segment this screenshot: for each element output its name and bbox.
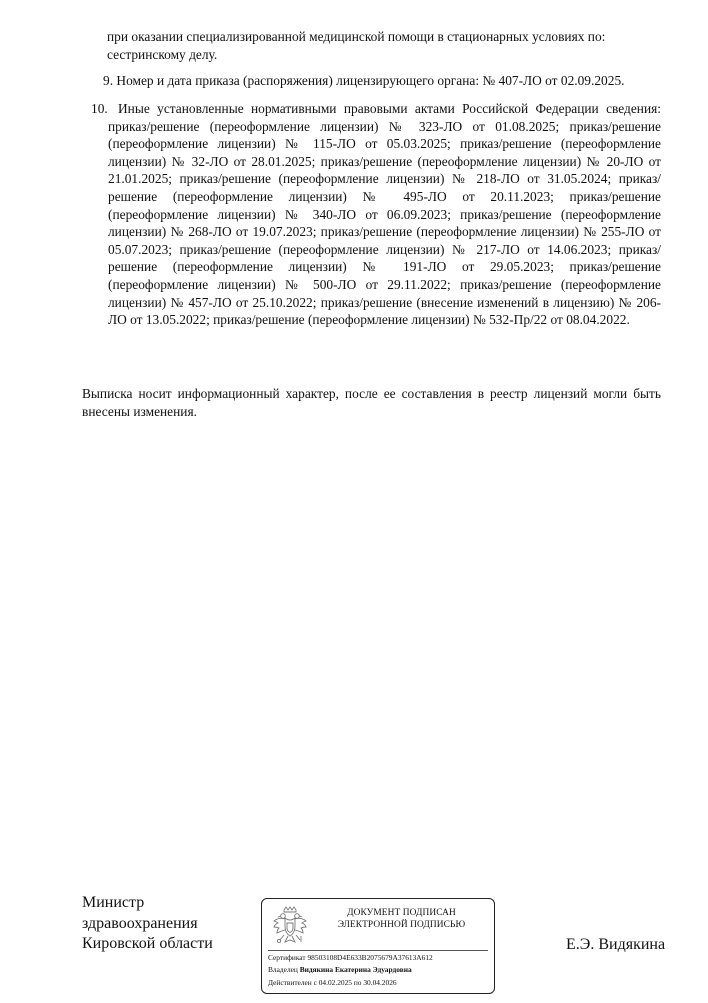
stamp-certificate-label: Сертификат — [268, 953, 306, 962]
stamp-heading-line: ЭЛЕКТРОННОЙ ПОДПИСЬЮ — [337, 919, 466, 930]
signatory-position — [82, 893, 213, 955]
license-activity-continuation: при оказании специализированной медицинской помощи в стационарных условиях по: сестринскому делу. — [107, 29, 606, 62]
list-item-text: Иные установленные нормативными правовыми актами Российской Федерации сведения: приказ/решение (переоформление лицензии) № 323-ЛО от 01.08.2025; приказ/решение (переоформление лицензии) № 115-ЛО от 05.03.2025; приказ/решение (переоформление лицензии) № 32-ЛО от 28.01.2025; приказ/решение (переоформление лицензии) № 20-ЛО от 21.01.2025; приказ/решение (переоформление лицензии) № 218-ЛО от 31.05.2024; приказ/решение (переоформление лицензии) № 495-ЛО от 20.11.2023; приказ/решение (переоформление лицензии) № 340-ЛО от 06.09.2023; приказ/решение (переоформление лицензии) № 268-ЛО от 19.07.2023; приказ/решение (переоформление лицензии) № 255-ЛО от 05.07.2023; приказ/решение (переоформление лицензии) № 217-ЛО от 14.06.2023; приказ/решение (переоформление лицензии) № 191-ЛО от 29.05.2023; приказ/решение (переоформление лицензии) № 500-ЛО от 29.11.2022; приказ/решение (переоформление лицензии) № 457-ЛО от 25.10.2022; приказ/решение (внесение изменений в лицензию) № 206-ЛО от 13.05.2022; приказ/решение (переоформление лицензии) № 532-Пр/22 от 08.04.2022. — [108, 101, 661, 328]
list-item-text: Номер и дата приказа (распоряжения) лицензирующего органа: № 407-ЛО от 02.09.2025. — [116, 73, 625, 88]
stamp-owner-label: Владелец — [268, 965, 298, 974]
stamp-divider — [268, 950, 488, 951]
list-item-order-number — [88, 72, 661, 90]
stamp-heading — [314, 908, 489, 931]
informational-note: Выписка носит информационный характер, после ее составления в реестр лицензий могли быть внесены изменения. — [82, 386, 661, 419]
signatory-position-line: Министр — [82, 894, 145, 911]
list-item-other-info — [91, 100, 661, 329]
signatory-position-line: здравоохранения — [82, 914, 198, 932]
stamp-certificate-value: 98503108D4E633B2075679A37613A612 — [307, 953, 433, 962]
stamp-certificate — [268, 953, 433, 962]
list-item-number: 9. — [103, 73, 114, 88]
electronic-signature-stamp — [261, 898, 495, 994]
stamp-heading-line: ДОКУМЕНТ ПОДПИСАН — [347, 908, 456, 918]
signatory-position-line: Кировской области — [82, 935, 213, 953]
list-item-number: 10. — [91, 101, 108, 116]
stamp-owner — [268, 965, 412, 974]
signatory-name: Е.Э. Видякина — [566, 936, 666, 953]
stamp-validity: Действителен с 04.02.2025 по 30.04.2026 — [268, 978, 397, 987]
stamp-owner-value: Видякина Екатерина Эдуардовна — [299, 965, 412, 974]
russian-coat-of-arms-icon — [272, 905, 308, 949]
